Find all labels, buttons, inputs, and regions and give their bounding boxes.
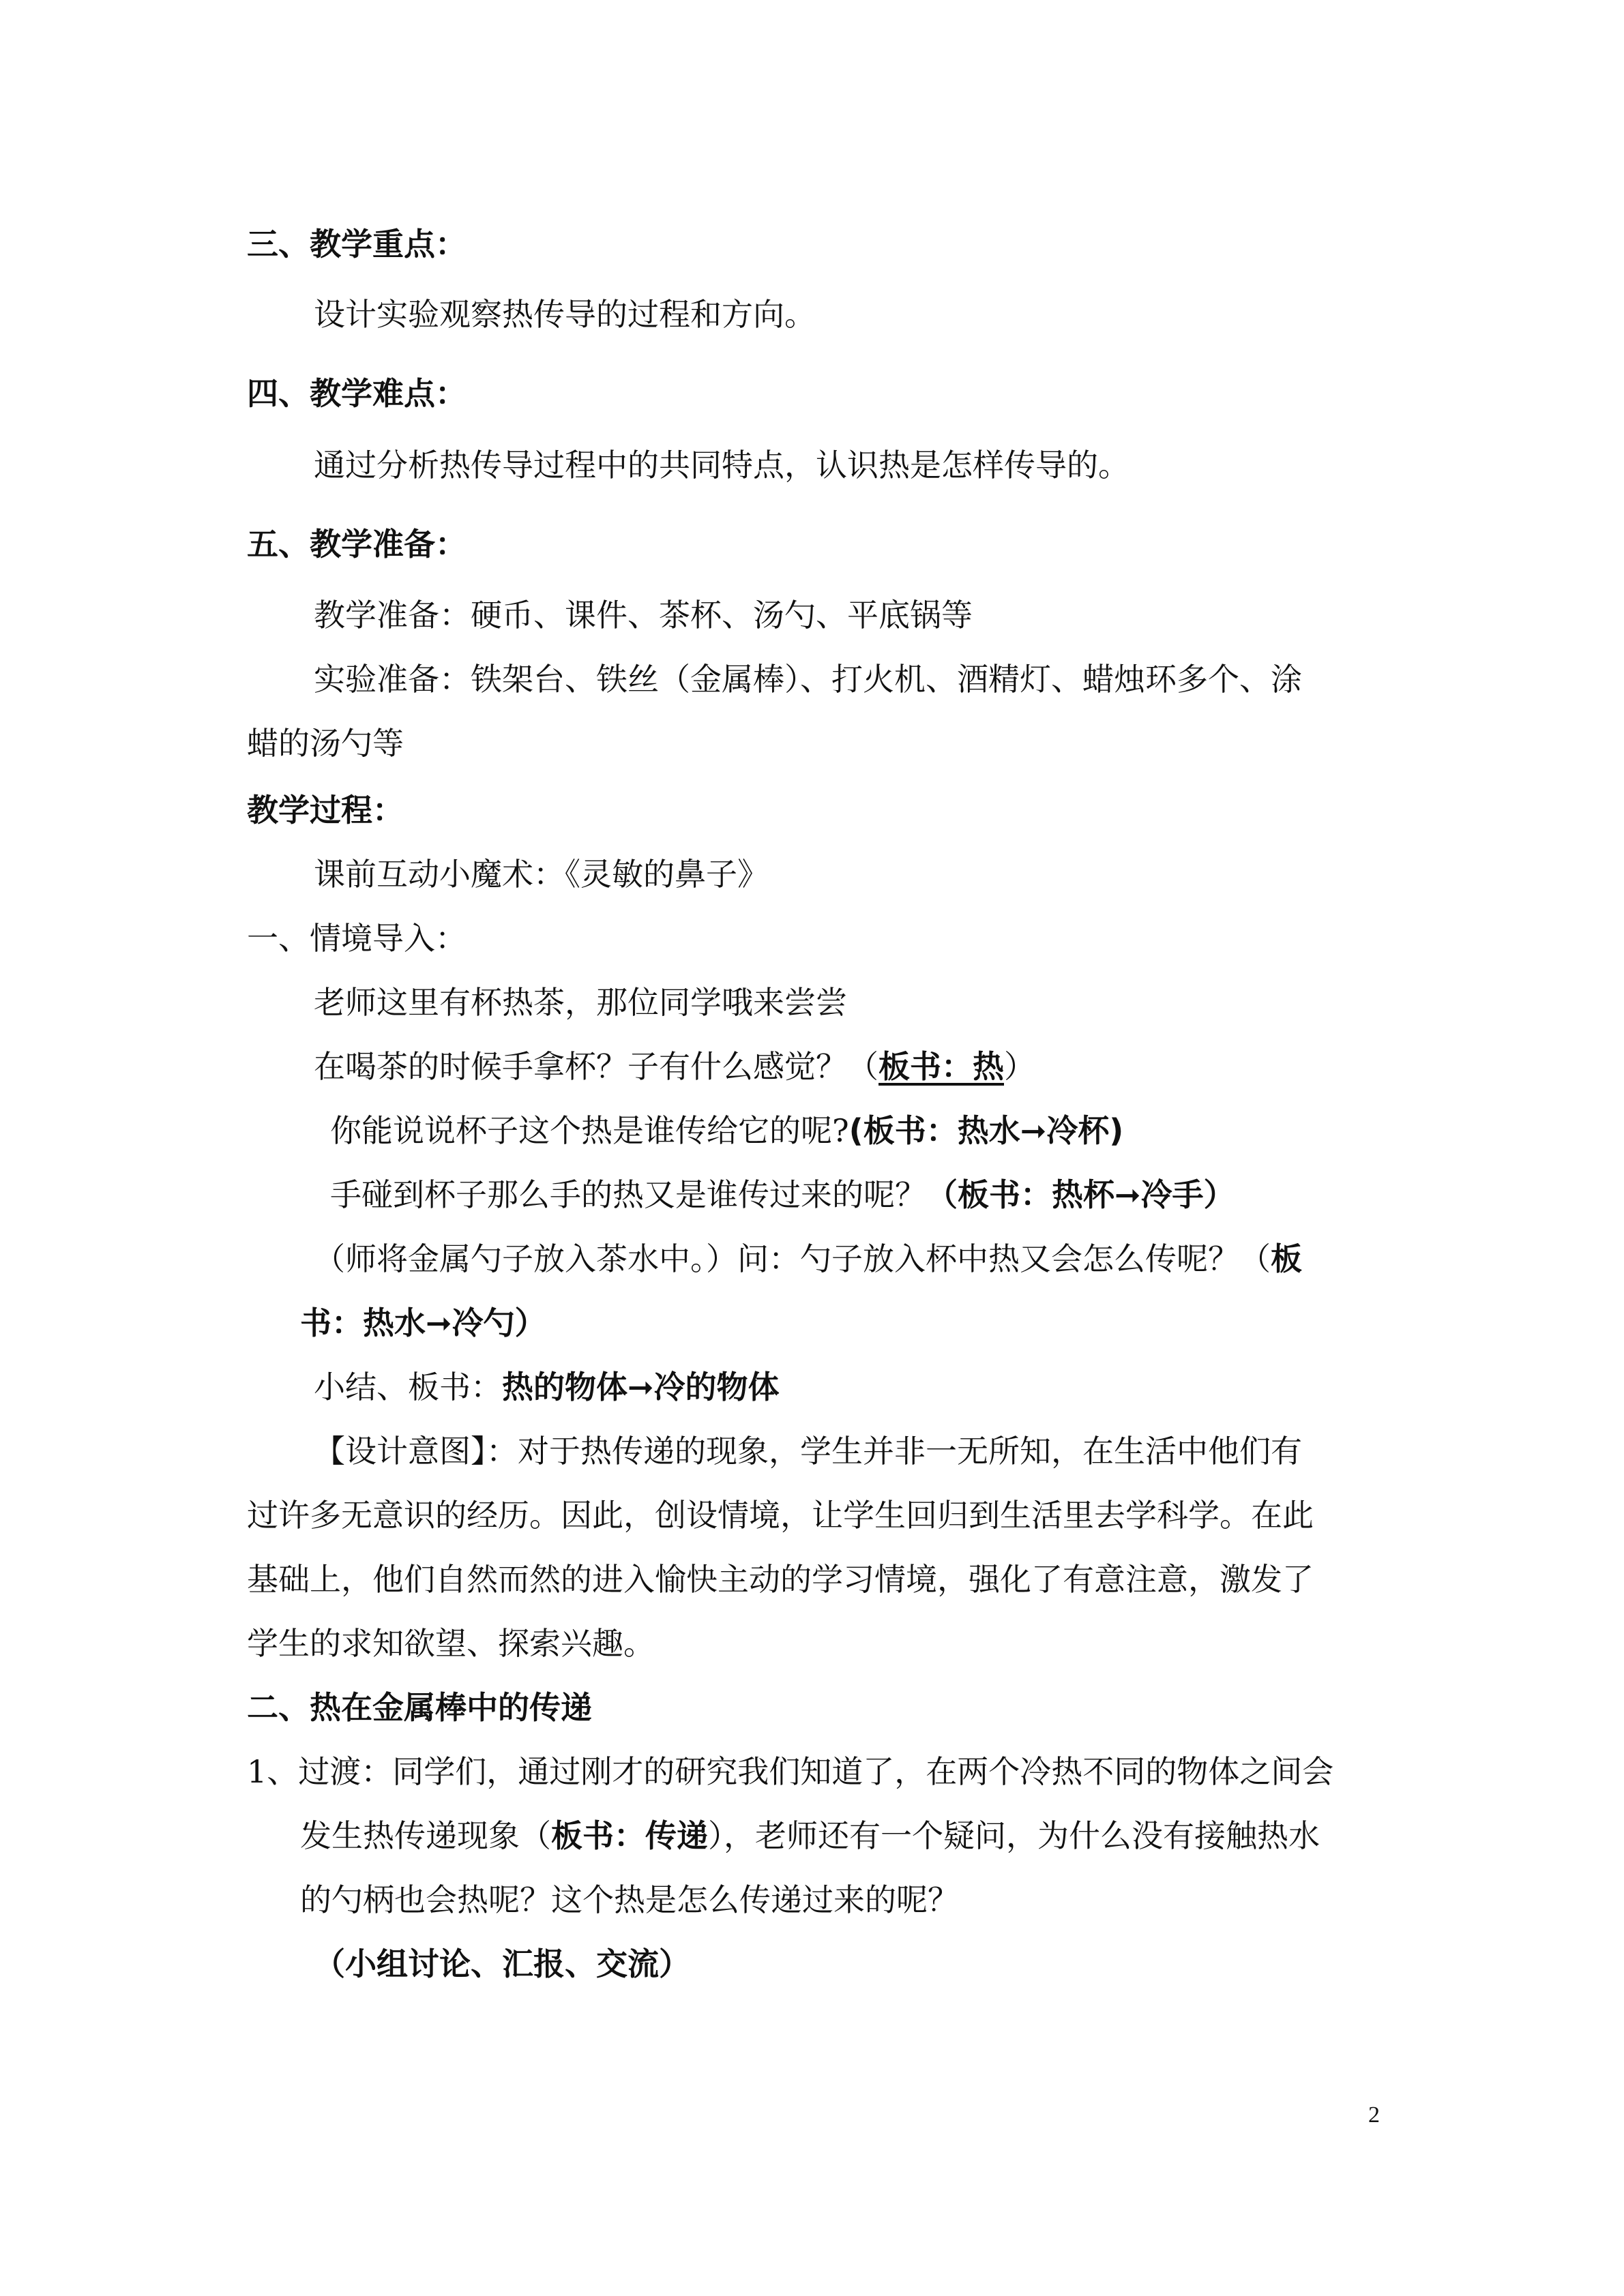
part2-item1-line2-b: ），老师还有一个疑问，为什么没有接触热水: [708, 1817, 1320, 1854]
part2-item1-line2-a: 发生热传递现象（: [300, 1817, 551, 1854]
board-note-hotwater-coldcup: (板书：热水➞冷杯): [848, 1112, 1124, 1149]
section4-body: 通过分析热传导过程中的共同特点，认识热是怎样传导的。: [314, 447, 1130, 483]
part1-summary: [314, 1367, 780, 1407]
design-intent-line3: 基础上，他们自然而然的进入愉快主动的学习情境，强化了有意注意，激发了: [247, 1561, 1314, 1598]
section3-heading: 三、教学重点：: [247, 226, 467, 263]
teaching-prep: 教学准备：硬币、课件、茶杯、汤勺、平底锅等: [314, 597, 973, 633]
part1-line4: [330, 1174, 1235, 1215]
board-note-start: 板: [1271, 1240, 1302, 1277]
part1-line3-text: 你能说说杯子这个热是谁传给它的呢?: [330, 1112, 849, 1149]
part1-line2-close: ）: [1004, 1048, 1035, 1085]
design-intent-line2: 过许多无意识的经历。因此，创设情境，让学生回归到生活里去学科学。在此: [247, 1497, 1314, 1534]
board-note-heat: 板书：热: [879, 1048, 1004, 1085]
board-note-hotwater-coldspoon: 书：热水➞冷勺）: [300, 1304, 546, 1341]
board-note-hotcup-coldhand: （板书：热杯➞冷手）: [926, 1176, 1235, 1213]
part1-line5: [314, 1238, 1302, 1279]
page-number: 2: [1368, 2102, 1380, 2128]
design-intent-line4: 学生的求知欲望、探索兴趣。: [247, 1625, 655, 1662]
board-note-transfer: 板书：传递: [551, 1817, 708, 1854]
section4-heading: 四、教学难点：: [247, 375, 467, 412]
section5-heading: 五、教学准备：: [247, 526, 467, 563]
part1-line2: [314, 1046, 1035, 1087]
section3-body: 设计实验观察热传导的过程和方向。: [314, 296, 816, 333]
part2-heading: 二、热在金属棒中的传递: [247, 1689, 592, 1726]
design-intent-line1: 【设计意图】：对于热传递的现象，学生并非一无所知，在生活中他们有: [314, 1433, 1302, 1470]
part2-item1-line1: 1、过渡：同学们，通过刚才的研究我们知道了，在两个冷热不同的物体之间会: [247, 1753, 1334, 1790]
part1-line3: [330, 1110, 1123, 1151]
part1-heading: 一、情境导入：: [247, 920, 467, 957]
part2-item1-line2: [300, 1815, 1320, 1856]
board-note-summary: 热的物体➞冷的物体: [502, 1369, 780, 1405]
part1-line4-text: 手碰到杯子那么手的热又是谁传过来的呢？: [330, 1176, 926, 1213]
experiment-prep-line1: 实验准备：铁架台、铁丝（金属棒）、打火机、酒精灯、蜡烛环多个、涂: [314, 661, 1302, 698]
part2-item1-line3: 的勺柄也会热呢？这个热是怎么传递过来的呢？: [300, 1881, 959, 1918]
process-heading: 教学过程：: [247, 792, 404, 829]
part1-line2-text: 在喝茶的时候手拿杯？子有什么感觉？（: [314, 1048, 879, 1085]
part1-line5-text: （师将金属勺子放入茶水中。）问：勺子放入杯中热又会怎么传呢？（: [314, 1240, 1271, 1277]
group-discussion-note: （小组讨论、汇报、交流）: [314, 1945, 690, 1982]
experiment-prep-line2: 蜡的汤勺等: [247, 725, 404, 762]
summary-label: 小结、板书：: [314, 1369, 502, 1405]
part1-line1: 老师这里有杯热茶，那位同学哦来尝尝: [314, 984, 847, 1021]
warmup-activity: 课前互动小魔术：《灵敏的鼻子》: [314, 856, 769, 893]
